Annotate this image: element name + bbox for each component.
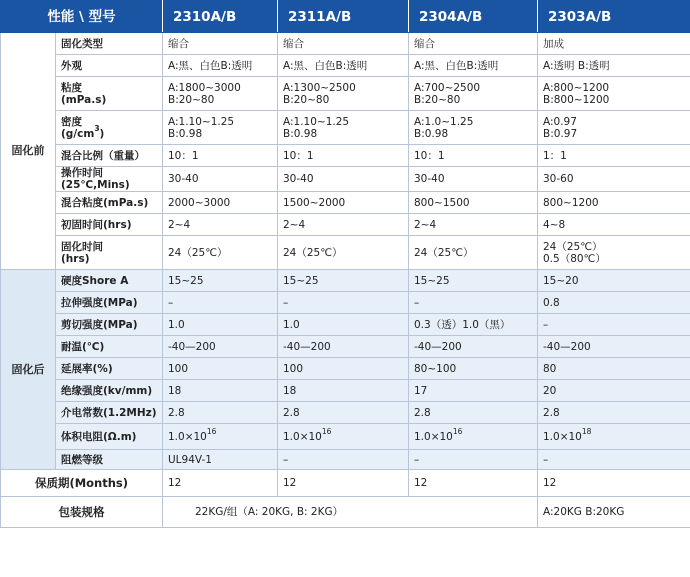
- header-row: [1, 1, 690, 33]
- property-value: [278, 111, 409, 145]
- cell-text: 0.5（80℃）: [543, 252, 606, 265]
- property-value: [163, 236, 278, 270]
- property-label: [56, 236, 163, 270]
- property-value: [538, 145, 690, 167]
- property-value: [538, 33, 690, 55]
- cell-text: 18: [283, 384, 297, 397]
- cell-text: 100: [283, 362, 304, 375]
- property-value: [409, 314, 538, 336]
- cell-text: (hrs): [61, 252, 90, 265]
- property-value: [278, 402, 409, 424]
- cell-text: 2000~3000: [168, 196, 231, 209]
- table-row: [1, 314, 690, 336]
- property-value: [163, 424, 278, 450]
- property-value: [278, 270, 409, 292]
- cell-text: 2.8: [283, 406, 300, 419]
- property-value: [163, 336, 278, 358]
- packaging-group-value: 22KG/组（A: 20KG, B: 2KG）: [163, 497, 538, 528]
- property-value: [538, 402, 690, 424]
- property-value: [538, 55, 690, 77]
- property-value: [409, 450, 538, 470]
- table-row: [1, 77, 690, 111]
- cell-text: 固化时间: [61, 240, 103, 253]
- cell-text: 30-60: [543, 173, 574, 185]
- packaging-label: 包装规格: [1, 497, 163, 528]
- model-header: 2304A/B: [409, 1, 538, 33]
- cell-text: 介电常数(1.2MHz): [61, 406, 157, 419]
- property-value: [409, 111, 538, 145]
- cell-text: $1.0\times 10^{16}$: [168, 427, 217, 443]
- cell-text: 混合比例（重量）: [61, 149, 145, 162]
- property-value: [538, 192, 690, 214]
- cell-text: 4~8: [543, 218, 566, 231]
- property-value: [409, 380, 538, 402]
- header-corner: 性能 \ 型号: [1, 1, 163, 33]
- property-label: [56, 214, 163, 236]
- table-row: [1, 336, 690, 358]
- property-value: [278, 336, 409, 358]
- property-value: [409, 236, 538, 270]
- property-value: [163, 192, 278, 214]
- property-label: [56, 77, 163, 111]
- property-label: [56, 167, 163, 192]
- property-value: [538, 111, 690, 145]
- property-label: [56, 336, 163, 358]
- cell-text: B:20~80: [283, 93, 330, 106]
- property-label: [56, 55, 163, 77]
- property-label: [56, 145, 163, 167]
- cell-text: 0.8: [543, 296, 560, 309]
- property-label: [56, 33, 163, 55]
- cell-text: 阻燃等级: [61, 453, 103, 466]
- property-value: [538, 424, 690, 450]
- cell-text: B:800~1200: [543, 93, 610, 106]
- cell-text: -40—200: [414, 340, 462, 353]
- property-value: [278, 380, 409, 402]
- property-label: [56, 450, 163, 470]
- cell-text: A:透明 B:透明: [543, 59, 610, 72]
- property-value: [409, 336, 538, 358]
- property-value: [163, 402, 278, 424]
- property-value: [163, 292, 278, 314]
- packaging-last-value: A:20KG B:20KG: [538, 497, 690, 528]
- table-row: [1, 402, 690, 424]
- cell-text: 2.8: [543, 406, 560, 419]
- property-value: [538, 77, 690, 111]
- cell-text: $1.0\times 10^{18}$: [543, 427, 592, 443]
- property-label: [56, 111, 163, 145]
- model-header: 2310A/B: [163, 1, 278, 33]
- cell-text: 10：1: [414, 149, 445, 162]
- cell-text: -40—200: [168, 340, 216, 353]
- cell-text: 18: [168, 384, 182, 397]
- property-value: [278, 358, 409, 380]
- table-row: [1, 380, 690, 402]
- cell-text: –: [168, 296, 174, 309]
- cell-text: 20: [543, 384, 557, 397]
- table-row: [1, 192, 690, 214]
- cell-text: 10：1: [283, 149, 314, 162]
- property-value: [538, 292, 690, 314]
- property-value: [538, 450, 690, 470]
- cell-text: -40—200: [283, 340, 331, 353]
- property-value: [409, 77, 538, 111]
- cell-text: 800~1500: [414, 196, 470, 209]
- property-value: [538, 336, 690, 358]
- cell-text: $1.0\times 10^{16}$: [414, 427, 463, 443]
- cell-text: -40—200: [543, 340, 591, 353]
- cell-text: 初固时间(hrs): [61, 218, 132, 231]
- cell-text: –: [283, 453, 289, 466]
- table-row: [1, 33, 690, 55]
- property-value: [409, 424, 538, 450]
- cell-text: A:黑、白色B:透明: [283, 59, 368, 72]
- property-value: [163, 167, 278, 192]
- property-value: [409, 270, 538, 292]
- property-label: [56, 192, 163, 214]
- property-label: [56, 358, 163, 380]
- property-value: [409, 33, 538, 55]
- cell-text: 24（25℃）: [543, 240, 603, 253]
- cell-text: –: [414, 453, 420, 466]
- property-value: [278, 77, 409, 111]
- property-value: [409, 145, 538, 167]
- cell-text: 30-40: [283, 173, 314, 185]
- cell-text: 硬度Shore A: [61, 274, 129, 287]
- shelf-life-label: 保质期(Months): [1, 470, 163, 497]
- cell-text: 2~4: [283, 218, 306, 231]
- table-row: [1, 424, 690, 450]
- property-value: [163, 450, 278, 470]
- cell-text: A:700~2500: [414, 81, 481, 94]
- cell-text: 10：1: [168, 149, 199, 162]
- cell-text: 100: [168, 362, 189, 375]
- property-value: [163, 214, 278, 236]
- cell-text: A:1.0~1.25: [414, 115, 474, 128]
- cell-text: 外观: [61, 59, 82, 72]
- property-value: [163, 33, 278, 55]
- cell-text: 80: [543, 362, 557, 375]
- cell-text: 绝缘强度(kv/mm): [61, 384, 153, 397]
- property-value: [409, 192, 538, 214]
- table-row: [1, 145, 690, 167]
- property-value: [409, 402, 538, 424]
- cell-text: 2~4: [414, 218, 437, 231]
- property-value: [538, 167, 690, 192]
- property-value: [538, 380, 690, 402]
- cell-text: 缩合: [283, 37, 304, 50]
- cell-text: 800~1200: [543, 196, 599, 209]
- property-value: [278, 145, 409, 167]
- cell-text: 加成: [543, 37, 564, 50]
- cell-text: 24（25℃）: [283, 246, 343, 259]
- cell-text: 15~25: [168, 274, 204, 287]
- cell-text: $(g/cm^3)$: [61, 124, 105, 140]
- cell-text: 15~25: [414, 274, 450, 287]
- property-value: [538, 236, 690, 270]
- cell-text: (mPa.s): [61, 93, 107, 106]
- cell-text: 1：1: [543, 149, 567, 162]
- cell-text: 80~100: [414, 362, 457, 375]
- property-value: [163, 380, 278, 402]
- cell-text: 粘度: [61, 81, 82, 94]
- cell-text: 操作时间(25℃,Mins): [61, 167, 130, 191]
- cell-text: A:黑、白色B:透明: [168, 59, 253, 72]
- property-value: [278, 167, 409, 192]
- property-value: [409, 214, 538, 236]
- cell-text: 延展率(%): [61, 362, 113, 375]
- cell-text: A:1.10~1.25: [283, 115, 350, 128]
- cell-text: B:0.98: [283, 127, 318, 140]
- cell-text: $1.0\times 10^{16}$: [283, 427, 332, 443]
- table-row: [1, 236, 690, 270]
- cell-text: 密度: [61, 115, 82, 128]
- table-row: [1, 214, 690, 236]
- cell-text: 2.8: [168, 406, 185, 419]
- property-value: [538, 270, 690, 292]
- shelf-life-value: 12: [163, 470, 278, 497]
- packaging-row: [1, 497, 690, 528]
- table-row: [1, 292, 690, 314]
- property-value: [278, 236, 409, 270]
- table-row: [1, 111, 690, 145]
- property-label: [56, 424, 163, 450]
- cell-text: 24（25℃）: [168, 246, 228, 259]
- property-value: [278, 33, 409, 55]
- property-value: [163, 314, 278, 336]
- table-body: [1, 33, 690, 528]
- cell-text: B:0.97: [543, 127, 578, 140]
- shelf-life-value: 12: [409, 470, 538, 497]
- property-value: [278, 424, 409, 450]
- property-value: [409, 55, 538, 77]
- property-value: [409, 292, 538, 314]
- table-row: [1, 55, 690, 77]
- cell-text: 剪切强度(MPa): [61, 318, 138, 331]
- cell-text: A:1300~2500: [283, 81, 356, 94]
- cell-text: 24（25℃）: [414, 246, 474, 259]
- property-value: [278, 55, 409, 77]
- cell-text: –: [283, 296, 289, 309]
- shelf-life-row: [1, 470, 690, 497]
- model-header: 2303A/B: [538, 1, 690, 33]
- property-value: [163, 55, 278, 77]
- cell-text: 体积电阻(Ω.m): [61, 430, 137, 443]
- cell-text: B:0.98: [414, 127, 449, 140]
- table-row: [1, 167, 690, 192]
- property-value: [163, 111, 278, 145]
- cell-text: 固化类型: [61, 37, 103, 50]
- cell-text: UL94V-1: [168, 453, 212, 466]
- cell-text: 15~20: [543, 274, 579, 287]
- property-label: [56, 314, 163, 336]
- post_cure-group-label: 固化后: [1, 270, 56, 470]
- shelf-life-value: 12: [538, 470, 690, 497]
- property-value: [538, 314, 690, 336]
- cell-text: B:20~80: [414, 93, 461, 106]
- cell-text: A:0.97: [543, 115, 577, 128]
- property-value: [163, 270, 278, 292]
- property-value: [163, 77, 278, 111]
- property-value: [538, 214, 690, 236]
- cell-text: 1.0: [168, 318, 185, 331]
- property-value: [278, 314, 409, 336]
- property-label: [56, 402, 163, 424]
- cell-text: 2~4: [168, 218, 191, 231]
- cell-text: 17: [414, 384, 428, 397]
- property-label: [56, 292, 163, 314]
- cell-text: 缩合: [168, 37, 189, 50]
- table-row: [1, 270, 690, 292]
- table-row: [1, 358, 690, 380]
- cell-text: 30-40: [168, 173, 199, 185]
- cell-text: 耐温(℃): [61, 340, 105, 353]
- cell-text: B:0.98: [168, 127, 203, 140]
- cell-text: 缩合: [414, 37, 435, 50]
- property-value: [278, 214, 409, 236]
- table-row: [1, 450, 690, 470]
- property-value: [278, 450, 409, 470]
- cell-text: –: [543, 318, 549, 331]
- cell-text: B:20~80: [168, 93, 215, 106]
- property-value: [409, 167, 538, 192]
- cell-text: 混合粘度(mPa.s): [61, 196, 149, 209]
- cell-text: A:1.10~1.25: [168, 115, 235, 128]
- property-value: [278, 292, 409, 314]
- cell-text: –: [414, 296, 420, 309]
- cell-text: 30-40: [414, 173, 445, 185]
- cell-text: 1500~2000: [283, 196, 346, 209]
- cell-text: A:1800~3000: [168, 81, 241, 94]
- cell-text: 15~25: [283, 274, 319, 287]
- cell-text: 2.8: [414, 406, 431, 419]
- cell-text: 0.3（透）1.0（黑）: [414, 318, 511, 331]
- shelf-life-value: 12: [278, 470, 409, 497]
- model-header: 2311A/B: [278, 1, 409, 33]
- property-label: [56, 270, 163, 292]
- property-value: [538, 358, 690, 380]
- property-value: [409, 358, 538, 380]
- property-value: [278, 192, 409, 214]
- cell-text: –: [543, 453, 549, 466]
- property-value: [163, 358, 278, 380]
- property-label: [56, 380, 163, 402]
- cell-text: A:黑、白色B:透明: [414, 59, 499, 72]
- pre_cure-group-label: 固化前: [1, 33, 56, 270]
- cell-text: A:800~1200: [543, 81, 610, 94]
- cell-text: 拉伸强度(MPa): [61, 296, 138, 309]
- property-value: [163, 145, 278, 167]
- cell-text: 1.0: [283, 318, 300, 331]
